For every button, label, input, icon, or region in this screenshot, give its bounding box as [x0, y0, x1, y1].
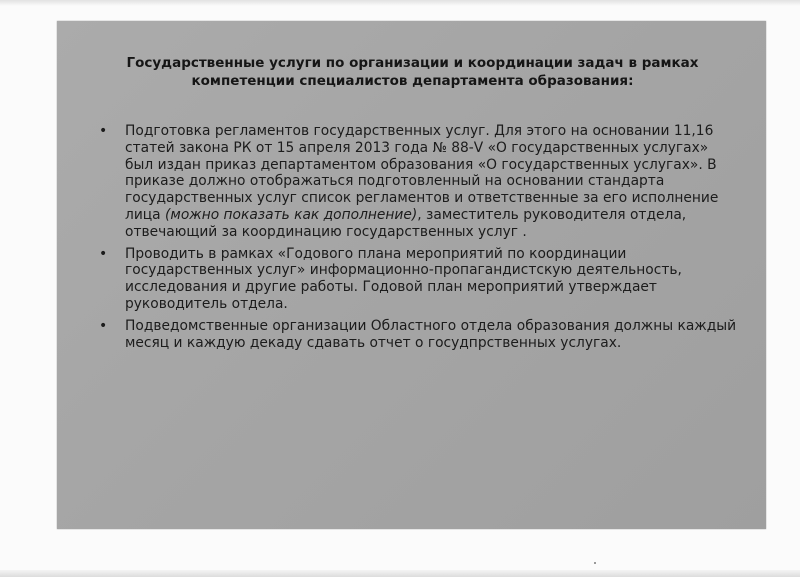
presentation-slide	[57, 21, 766, 529]
bullet-text	[125, 123, 718, 240]
bullet-text-tail: , заместитель руководителя отдела, отвечающий за координацию государственных услуг .	[125, 206, 687, 240]
bullet-marker: •	[99, 245, 108, 262]
bullet-item-reports	[97, 318, 737, 352]
bullet-marker: •	[99, 123, 108, 139]
bullet-text: Подведомственные организации Областного отдела образования должны каждый месяц и каждую декаду сдавать отчет о госудпрственных услугах.	[125, 317, 737, 351]
bullet-item-regulations	[97, 123, 737, 241]
bullet-marker: •	[99, 317, 108, 334]
scan-speck	[594, 562, 596, 564]
bullet-text-italic-note: (можно показать как дополнение)	[165, 206, 418, 223]
bullet-text: Проводить в рамках «Годового плана мероприятий по координации государственных услуг» информационно-пропагандистскую деятельность, исследования и другие работы. Годовой план мероприятий утверждает руководитель отдела.	[125, 245, 682, 312]
bullet-list	[97, 123, 737, 356]
scan-top-edge	[0, 0, 800, 6]
scan-bottom-edge	[0, 570, 800, 577]
slide-title: Государственные услуги по организации и координации задач в рамках компетенции специалистов департамента образования:	[126, 55, 699, 89]
bullet-text-main: Подготовка регламентов государственных услуг. Для этого на основании 11,16 статей закона РК от 15 апреля 2013 года № 88-V «О государственных услугах» был издан приказ департаментом образования «О государственных услугах». В приказе должно отображаться подготовленный на основании стандарта государственных услуг список регламентов и ответственные за его исполнение лица	[125, 123, 719, 223]
bullet-item-annual-plan	[97, 246, 737, 313]
